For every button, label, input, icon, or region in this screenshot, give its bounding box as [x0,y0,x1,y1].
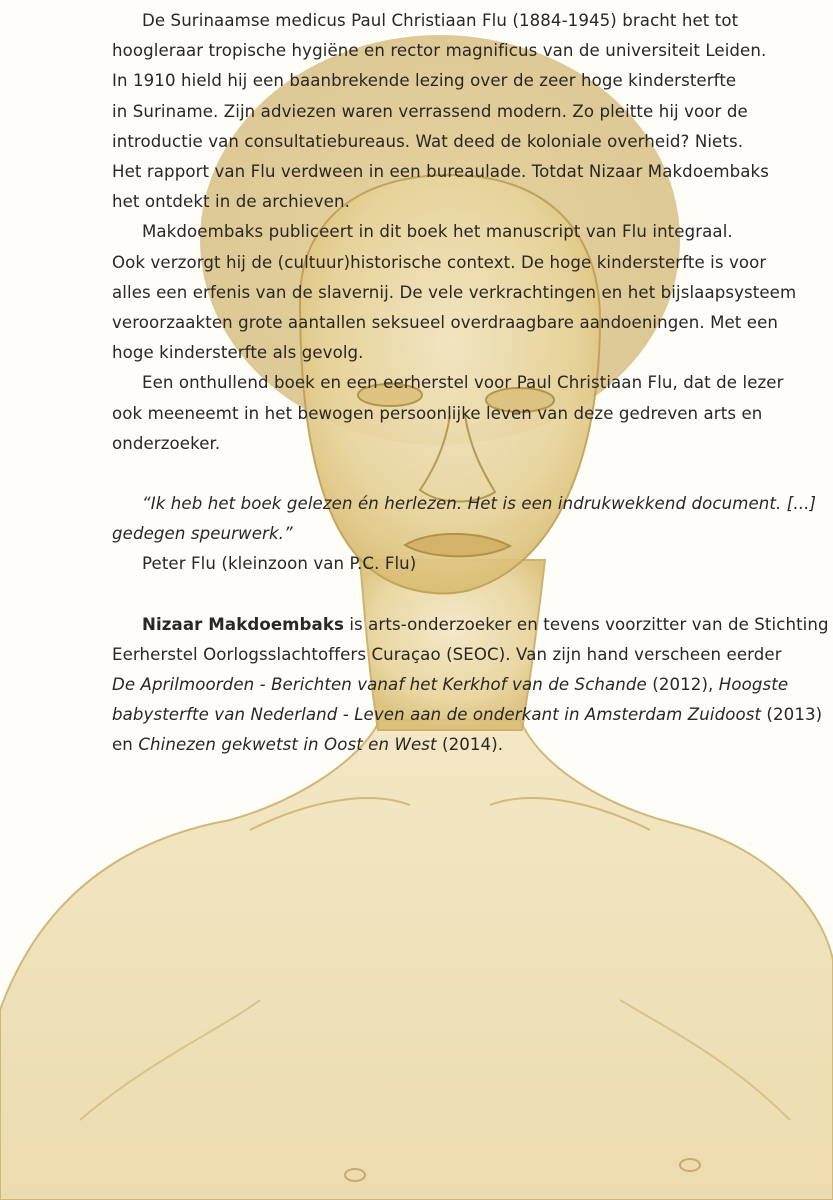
text-line: introductie van consultatiebureaus. Wat deed de koloniale overheid? Niets. [112,131,744,151]
review-quote-line-1: “Ik heb het boek gelezen én herlezen. Het is een indrukwekkend document. [...] [142,494,817,514]
author-bio [112,610,832,761]
spacer [112,459,832,489]
text-line: hoge kindersterfte als gevolg. [112,343,364,363]
book-title: Chinezen gekwetst in Oost en West [138,735,437,755]
text-line: veroorzaakten grote aantallen seksueel overdraagbare aandoeningen. Met een [112,313,779,333]
text-segment: (2012), [646,675,719,695]
quote-attribution: Peter Flu (kleinzoon van P.C. Flu) [142,554,417,574]
text-line: De Surinaamse medicus Paul Christiaan Flu (1884-1945) bracht het tot [142,11,739,30]
text-line: Ook verzorgt hij de (cultuur)historische context. De hoge kindersterfte is voor [112,252,767,272]
torso-shape [0,720,833,1200]
paragraph-intro [112,6,832,217]
text-line: in Suriname. Zijn adviezen waren verrassend modern. Zo pleitte hij voor de [112,101,748,121]
text-segment: (2013) [761,705,823,725]
book-title: De Aprilmoorden - Berichten vanaf het Kerkhof van de Schande [112,675,647,695]
text-line: Eerherstel Oorlogsslachtoffers Curaçao (SEOC). Van zijn hand verscheen eerder [112,644,782,664]
review-quote-line-2: gedegen speurwerk.” [112,524,293,544]
author-name: Nizaar Makdoembaks [142,614,344,634]
text-line: alles een erfenis van de slavernij. De vele verkrachtingen en het bijslaapsysteem [112,282,797,302]
text-line: Makdoembaks publiceert in dit boek het manuscript van Flu integraal. [142,222,733,242]
text-line: Een onthullend boek en een eerherstel voor Paul Christiaan Flu, dat de lezer [142,373,784,393]
text-line: ook meeneemt in het bewogen persoonlijke leven van deze gedreven arts en [112,403,763,423]
text-line: hoogleraar tropische hygiëne en rector magnificus van de universiteit Leiden. [112,41,767,61]
text-segment: en [112,735,139,755]
text-line: Het rapport van Flu verdween in een bureaulade. Totdat Nizaar Makdoembaks [112,162,769,182]
spacer [112,580,832,610]
paragraph-context [112,217,832,368]
book-title: babysterfte van Nederland - Leven aan de onderkant in Amsterdam Zuidoost [112,705,762,725]
text-segment: (2014). [436,735,504,755]
back-cover-text [112,6,832,761]
paragraph-summary [112,368,832,459]
book-title: Hoogste [718,675,789,695]
text-line: In 1910 hield hij een baanbrekende lezing over de zeer hoge kindersterfte [112,71,737,91]
text-segment: is arts-onderzoeker en tevens voorzitter van de Stichting [343,614,829,634]
text-line: onderzoeker. [112,433,221,453]
text-line: het ontdekt in de archieven. [112,192,350,212]
